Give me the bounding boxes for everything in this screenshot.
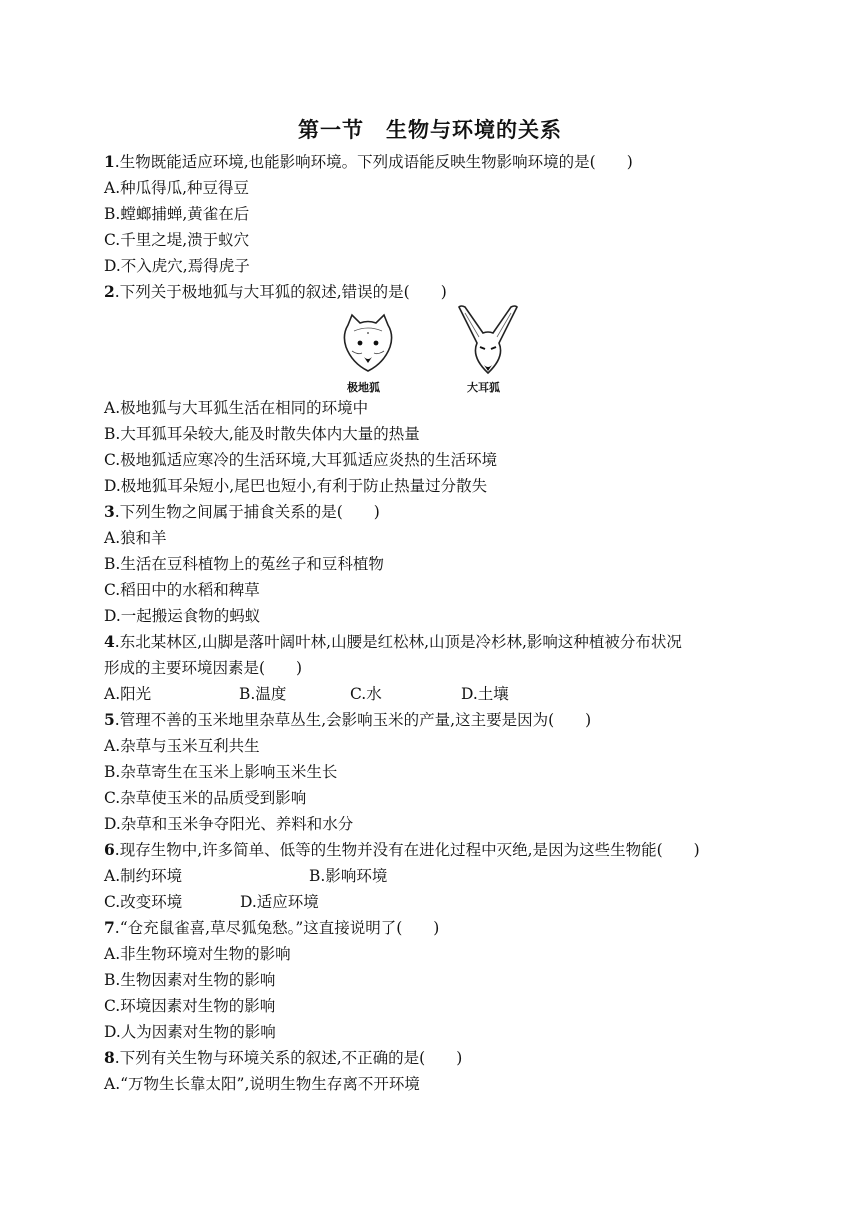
fox-comparison-figure (335, 305, 525, 395)
option-c: C.千里之堤,溃于蚁穴 (104, 231, 250, 249)
question-number: 4 (104, 632, 115, 651)
option-b: B.大耳狐耳朵较大,能及时散失体内大量的热量 (104, 425, 420, 443)
option-d: D.极地狐耳朵短小,尾巴也短小,有利于防止热量过分散失 (104, 477, 488, 495)
question-1-stem (104, 152, 633, 172)
question-text: .管理不善的玉米地里杂草丛生,会影响玉米的产量,这主要是因为( ) (114, 711, 592, 729)
question-text: .现存生物中,许多简单、低等的生物并没有在进化过程中灭绝,是因为这些生物能( ) (114, 841, 700, 859)
fennec-fox-label: 大耳狐 (467, 381, 500, 394)
question-text: .下列关于极地狐与大耳狐的叙述,错误的是( ) (114, 283, 447, 301)
option-a: A.阳光 (104, 685, 152, 703)
question-number: 5 (104, 710, 115, 729)
question-4-stem-continued: 形成的主要环境因素是( ) (104, 659, 303, 677)
question-text: .下列生物之间属于捕食关系的是( ) (114, 503, 380, 521)
question-5-stem (104, 710, 591, 730)
option-c: C.稻田中的水稻和稗草 (104, 581, 260, 599)
question-2-stem (104, 282, 447, 302)
question-text: .生物既能适应环境,也能影响环境。下列成语能反映生物影响环境的是( ) (114, 153, 633, 171)
option-d: D.人为因素对生物的影响 (104, 1023, 276, 1041)
options-row (104, 684, 509, 704)
option-b: B.影响环境 (309, 867, 388, 885)
option-a: A.非生物环境对生物的影响 (104, 945, 291, 963)
question-3-stem (104, 502, 380, 522)
option-c: C.杂草使玉米的品质受到影响 (104, 789, 307, 807)
options-row (104, 866, 387, 886)
option-d: D.一起搬运食物的蚂蚁 (104, 607, 261, 625)
arctic-fox-image (338, 311, 398, 375)
option-a: A.杂草与玉米互利共生 (104, 737, 260, 755)
question-4-stem (104, 632, 682, 652)
option-c: C.改变环境 (104, 893, 183, 911)
question-number: 7 (104, 918, 115, 937)
option-d: D.土壤 (461, 685, 509, 703)
question-text: .“仓充鼠雀喜,草尽狐兔愁。”这直接说明了( ) (114, 919, 440, 937)
option-a: A.种瓜得瓜,种豆得豆 (104, 179, 250, 197)
question-number: 2 (104, 282, 115, 301)
option-b: B.温度 (239, 685, 287, 703)
option-b: B.螳螂捕蝉,黄雀在后 (104, 205, 250, 223)
option-d: D.不入虎穴,焉得虎子 (104, 257, 250, 275)
option-d: D.适应环境 (240, 893, 319, 911)
question-number: 1 (104, 152, 115, 171)
arctic-fox-label: 极地狐 (347, 381, 380, 394)
fennec-fox-image (453, 303, 523, 377)
option-a: A.制约环境 (104, 867, 183, 885)
question-text: .东北某林区,山脚是落叶阔叶林,山腰是红松林,山顶是冷杉林,影响这种植被分布状况 (114, 633, 682, 651)
question-text: .下列有关生物与环境关系的叙述,不正确的是( ) (114, 1049, 463, 1067)
option-b: B.生物因素对生物的影响 (104, 971, 276, 989)
option-c: C.水 (350, 685, 382, 703)
question-8-stem (104, 1048, 462, 1068)
options-row (104, 892, 319, 912)
section-title: 第一节 生物与环境的关系 (298, 118, 562, 142)
question-7-stem (104, 918, 439, 938)
option-b: B.杂草寄生在玉米上影响玉米生长 (104, 763, 338, 781)
option-a: A.极地狐与大耳狐生活在相同的环境中 (104, 399, 369, 417)
option-a: A.狼和羊 (104, 529, 167, 547)
question-number: 8 (104, 1048, 115, 1067)
question-number: 6 (104, 840, 115, 859)
question-number: 3 (104, 502, 115, 521)
option-d: D.杂草和玉米争夺阳光、养料和水分 (104, 815, 354, 833)
option-c: C.环境因素对生物的影响 (104, 997, 276, 1015)
option-b: B.生活在豆科植物上的菟丝子和豆科植物 (104, 555, 384, 573)
option-a: A.“万物生长靠太阳”,说明生物生存离不开环境 (104, 1075, 420, 1093)
option-c: C.极地狐适应寒冷的生活环境,大耳狐适应炎热的生活环境 (104, 451, 498, 469)
question-6-stem (104, 840, 700, 860)
